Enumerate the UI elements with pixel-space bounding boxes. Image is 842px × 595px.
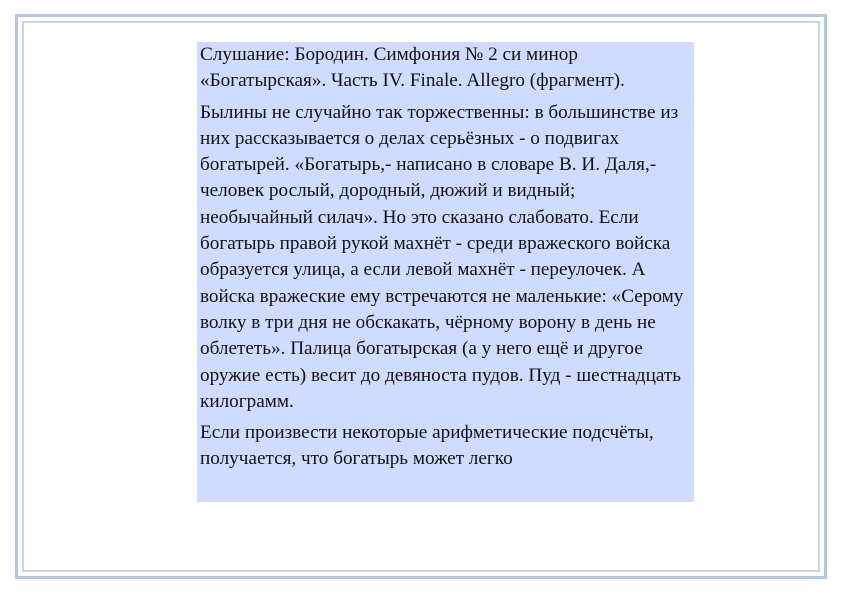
paragraph-body: Былины не случайно так торжественны: в большинстве из них рассказывается о делах серьёзных - о подвигах богатырей. «Богатырь,- написано в словаре В. И. Даля,- человек рослый, дородный, дюжий и видный; необычайный силач». Но это сказано слабовато. Если богатырь правой рукой махнёт - среди вражеского войска образуется улица, а если левой махнёт - переулочек. А войска вражеские ему встречаются не маленькие: «Серому волку в три дня не обскакать, чёрному ворону в день не облететь». Палица богатырская (а у него ещё и другое оружие есть) весит до девяноста пудов. Пуд - шестнадцать килограмм. <box>200 101 684 412</box>
paragraph-heading: Слушание: Бородин. Симфония № 2 си минор «Богатырская». Часть IV. Finale. Allegro (фрагмент). <box>200 44 625 92</box>
slide-text-box <box>197 42 694 502</box>
paragraph-continuation: Если произвести некоторые арифметические подсчёты, получается, что богатырь может легко <box>200 422 654 470</box>
